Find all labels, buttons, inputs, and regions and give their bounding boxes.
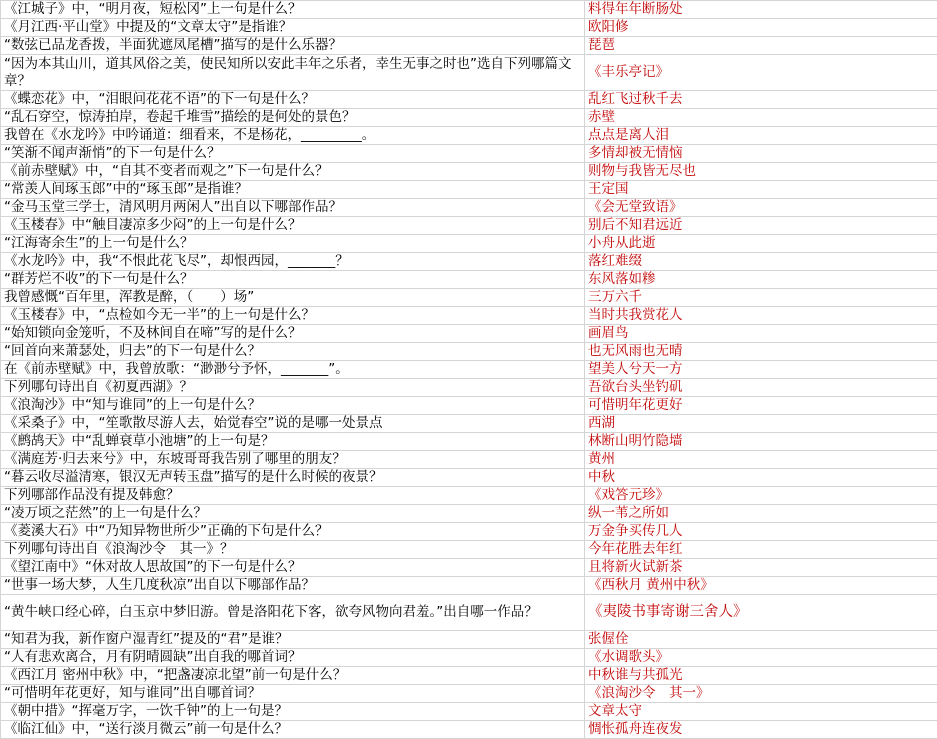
question-cell[interactable]: “笑渐不闻声渐悄”的下一句是什么？ [1,145,585,163]
table-row[interactable] [1,271,937,289]
question-cell[interactable]: “常羡人间琢玉郎”中的“琢玉郎”是指谁？ [1,181,585,199]
answer-cell[interactable]: 点点是离人泪 [585,127,937,145]
answer-cell[interactable]: 望美人兮天一方 [585,361,937,379]
answer-cell[interactable]: 今年花胜去年红 [585,541,937,559]
table-row[interactable] [1,469,937,487]
question-cell[interactable]: “黄牛峡口经心碎，白玉京中梦旧游。曾是洛阳花下客，欲夸风物向君羞。”出自哪一作品？ [1,595,585,631]
table-row[interactable] [1,199,937,217]
answer-cell[interactable]: 小舟从此逝 [585,235,937,253]
table-row[interactable] [1,361,937,379]
question-cell[interactable]: “人有悲欢离合，月有阴晴圆缺”出自我的哪首词？ [1,649,585,667]
table-row[interactable] [1,37,937,55]
question-cell[interactable]: 《水龙吟》中，我“不恨此花飞尽”，却恨西园，_______？ [1,253,585,271]
answer-cell[interactable]: 中秋 [585,469,937,487]
qa-rows [1,1,937,739]
table-row[interactable] [1,667,937,685]
question-cell[interactable]: “可惜明年花更好，知与谁同”出自哪首词？ [1,685,585,703]
table-row[interactable] [1,505,937,523]
table-row[interactable] [1,703,937,721]
table-row[interactable] [1,379,937,397]
question-cell[interactable]: “暮云收尽溢清寒，银汉无声转玉盘”描写的是什么时候的夜景？ [1,469,585,487]
answer-cell[interactable]: 王定国 [585,181,937,199]
question-cell[interactable]: 下列哪部作品没有提及韩愈？ [1,487,585,505]
table-row[interactable] [1,235,937,253]
table-row[interactable] [1,397,937,415]
question-cell[interactable]: 《玉楼春》中“触目凄凉多少闷”的上一句是什么？ [1,217,585,235]
answer-cell[interactable]: 中秋谁与共孤光 [585,667,937,685]
question-cell[interactable]: 《浪淘沙》中“知与谁同”的上一句是什么？ [1,397,585,415]
question-cell[interactable]: 下列哪句诗出自《初夏西湖》？ [1,379,585,397]
table-row[interactable] [1,181,937,199]
answer-cell[interactable]: 惆怅孤舟连夜发 [585,721,937,739]
table-row[interactable] [1,649,937,667]
table-row[interactable] [1,145,937,163]
answer-cell[interactable]: 则物与我皆无尽也 [585,163,937,181]
question-cell[interactable]: 《采桑子》中，“笙歌散尽游人去，始觉春空”说的是哪一处景点 [1,415,585,433]
table-row[interactable] [1,415,937,433]
answer-cell[interactable]: 《夷陵书事寄谢三舍人》 [585,595,937,631]
answer-cell[interactable]: 《戏答元珍》 [585,487,937,505]
answer-cell[interactable]: 也无风雨也无晴 [585,343,937,361]
question-cell[interactable]: 《鹧鸪天》中“乱蝉衰草小池塘”的上一句是？ [1,433,585,451]
question-cell[interactable]: “始知锁向金笼听，不及林间自在啼”写的是什么？ [1,325,585,343]
answer-cell[interactable]: 多情却被无情恼 [585,145,937,163]
table-row[interactable] [1,559,937,577]
answer-cell[interactable]: 东风落如糁 [585,271,937,289]
question-cell[interactable]: “乱石穿空，惊涛拍岸，卷起千堆雪”描绘的是何处的景色？ [1,109,585,127]
table-row[interactable] [1,19,937,37]
table-row[interactable] [1,523,937,541]
table-row[interactable] [1,325,937,343]
answer-cell[interactable]: 林断山明竹隐墙 [585,433,937,451]
answer-cell[interactable]: 《会无堂致语》 [585,199,937,217]
question-cell[interactable]: 《满庭芳·归去来兮》中，东坡哥哥我告别了哪里的朋友？ [1,451,585,469]
question-cell[interactable]: 《蝶恋花》中，“泪眼问花花不语”的下一句是什么？ [1,91,585,109]
answer-cell[interactable]: 张偓佺 [585,631,937,649]
question-cell[interactable]: 在《前赤壁赋》中，我曾放歌：“渺渺兮予怀，_______”。 [1,361,585,379]
table-row[interactable] [1,577,937,595]
answer-cell[interactable]: 乱红飞过秋千去 [585,91,937,109]
question-cell[interactable]: “江海寄余生”的上一句是什么？ [1,235,585,253]
answer-cell[interactable]: 别后不知君远近 [585,217,937,235]
table-row[interactable] [1,721,937,739]
answer-cell[interactable]: 万金争买传几人 [585,523,937,541]
question-cell[interactable]: “金马玉堂三学士，清风明月两闲人”出自以下哪部作品？ [1,199,585,217]
question-cell[interactable]: 《西江月 密州中秋》中，“把盏凄凉北望”前一句是什么？ [1,667,585,685]
question-cell[interactable]: 《江城子》中，“明月夜，短松冈”上一句是什么？ [1,1,585,19]
table-row[interactable] [1,127,937,145]
question-cell[interactable]: “数弦已品龙香拨，半面犹遮凤尾槽”描写的是什么乐器？ [1,37,585,55]
answer-cell[interactable]: 欧阳修 [585,19,937,37]
question-cell[interactable]: 《月江西·平山堂》中提及的“文章太守”是指谁？ [1,19,585,37]
question-cell[interactable]: “世事一场大梦，人生几度秋凉”出自以下哪部作品？ [1,577,585,595]
question-cell[interactable]: 《望江南中》“休对故人思故国”的下一句是什么？ [1,559,585,577]
table-row[interactable] [1,307,937,325]
answer-cell[interactable]: 料得年年断肠处 [585,1,937,19]
question-cell[interactable]: “群芳烂不收”的下一句是什么？ [1,271,585,289]
answer-cell[interactable]: 文章太守 [585,703,937,721]
table-row[interactable] [1,1,937,19]
answer-cell[interactable]: 赤壁 [585,109,937,127]
answer-cell[interactable]: 琵琶 [585,37,937,55]
table-row[interactable] [1,433,937,451]
question-cell[interactable]: 我曾感慨“百年里，浑教是醉，（ ）场” [1,289,585,307]
table-row[interactable] [1,109,937,127]
table-row[interactable] [1,217,937,235]
answer-cell[interactable]: 落红难缀 [585,253,937,271]
answer-cell[interactable]: 当时共我赏花人 [585,307,937,325]
table-row[interactable] [1,631,937,649]
table-row[interactable] [1,289,937,307]
answer-cell[interactable]: 《西秋月 黄州中秋》 [585,577,937,595]
answer-cell[interactable]: 纵一苇之所如 [585,505,937,523]
question-cell[interactable]: “因为本其山川，道其风俗之美，使民知所以安此丰年之乐者，幸生无事之时也”选自下列哪篇文章？ [1,55,585,91]
answer-cell[interactable]: 《丰乐亭记》 [585,55,937,91]
table-row[interactable] [1,91,937,109]
answer-cell[interactable]: 黄州 [585,451,937,469]
answer-cell[interactable]: 可惜明年花更好 [585,397,937,415]
answer-cell[interactable]: 三万六千 [585,289,937,307]
question-cell[interactable]: 我曾在《水龙吟》中吟诵道：细看来，不是杨花，_________。 [1,127,585,145]
table-row[interactable] [1,541,937,559]
question-cell[interactable]: “凌万顷之茫然”的上一句是什么？ [1,505,585,523]
table-row[interactable] [1,253,937,271]
table-row[interactable] [1,685,937,703]
question-cell[interactable]: 《临江仙》中，“送行淡月微云”前一句是什么？ [1,721,585,739]
answer-cell[interactable]: 画眉鸟 [585,325,937,343]
question-cell[interactable]: 《玉楼春》中，“点检如今无一半”的上一句是什么？ [1,307,585,325]
table-row[interactable] [1,595,937,631]
question-cell[interactable]: 下列哪句诗出自《浪淘沙令 其一》？ [1,541,585,559]
table-row[interactable] [1,343,937,361]
table-row[interactable] [1,487,937,505]
question-cell[interactable]: “知君为我，新作窗户湿青红”提及的“君”是谁？ [1,631,585,649]
question-cell[interactable]: 《朝中措》“挥毫万字，一饮千钟”的上一句是？ [1,703,585,721]
table-row[interactable] [1,451,937,469]
question-cell[interactable]: “回首向来萧瑟处，归去”的下一句是什么？ [1,343,585,361]
table-row[interactable] [1,163,937,181]
answer-cell[interactable]: 西湖 [585,415,937,433]
answer-cell[interactable]: 《浪淘沙令 其一》 [585,685,937,703]
answer-cell[interactable]: 且将新火试新茶 [585,559,937,577]
question-cell[interactable]: 《菱溪大石》中“乃知异物世所少”正确的下句是什么？ [1,523,585,541]
table-row[interactable] [1,55,937,91]
answer-cell[interactable]: 《水调歌头》 [585,649,937,667]
answer-cell[interactable]: 吾欲台头坐钓矶 [585,379,937,397]
question-cell[interactable]: 《前赤壁赋》中，“自其不变者而观之”下一句是什么？ [1,163,585,181]
